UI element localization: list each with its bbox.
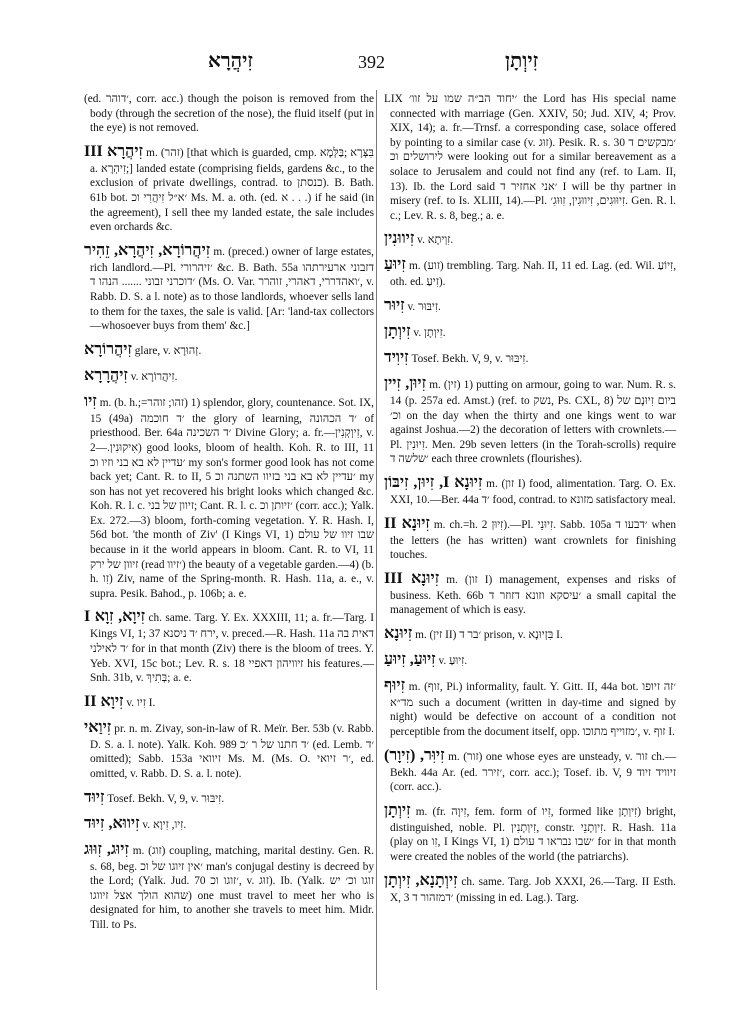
column-divider — [376, 90, 377, 990]
entry-definition: m. (זוג) coupling, matching, marital destiny. Gen. R. s. 68, beg. ׳אין זיוגו של וכ man's conjugal destiny is decreed by the Lord; (Yalk. Jud. 70 ׳זוגו וכ, v. זוּג). Ib. (Yalk. זוגו וכ׳ יש שהוא הולך אצל זיווגו) one must travel to meet her who is designated for him, to another she travels to meet him. Midr. Till. to Ps. — [90, 844, 375, 931]
entry-definition: pr. n. m. Zivay, son-in-law of R. Meïr. Ber. 53b (v. Rabb. D. S. a. l. note). Yalk. Koh. 989 ׳ד חתנו של ר ׳כ (ed. Lemb. ׳ד omitted); Sabb. 153a זיוואי Ms. M. (Ms. O. ׳ר זיואי, ed. omitted, v. Rabb. D. S. a. l. note). — [90, 722, 375, 780]
dictionary-entry — [384, 229, 676, 249]
entry-headword: זִיוְתָן — [384, 322, 411, 340]
entry-headword: זִיוּנָא III — [384, 569, 440, 587]
entry-definition: m. (זוף, Pi.) informality, fault. Y. Gitt. II, 44a bot. ׳זה זיופו מד״א such a document (written in day-time and signed by night) would be defective on account of a condition not perceptible from the document itself, opp. ׳מזוייף מתוכו, v. זוף I. — [390, 680, 676, 739]
dictionary-entry — [384, 801, 676, 865]
entry-definition: m. (זין II) ׳בר ד prison, v. בִּזְיוּנָא I. — [415, 628, 563, 641]
entry-definition: (ed. ׳דוהר, corr. acc.) though the poison is removed from the body (through the secretion of the nose), the fluid itself (put in the eye) is not removed. — [84, 93, 375, 135]
dictionary-entry — [384, 871, 676, 906]
entry-definition: v. זִיו I. — [126, 696, 156, 709]
dictionary-entry — [84, 92, 374, 136]
entry-definition: m. (b. h.;=זהו; זוהר) 1) splendor, glory, countenance. Sot. IX, 15 (49a) ׳ד חוכמה the glory of learning, ׳ד הכהונה of priesthood. Ber. 64a ׳ד השכינה Divine Glory; a. fr.—זִיוְקְנִין, v. אִיקוּנִין.—2) good looks, bloom of health. Koh. R. to III, 11 ׳עדיין לא בא בני וזיו וכ my son's former good look has not come back yet; Cant. R. to II, 5 ׳עדיין לא בא בני בזיוו השתנה וכ my son has not yet recovered his bright looks which changed &c. Koh. R. l. c. זיוון של בני; Cant. R. l. c. ׳זיותן וכ (corr. acc.); Yalk. Ex. 272.—3) bloom, forth-coming vegetation. Y. R. Hash. I, 56d bot. 'the month of Ziv' (I Kings VI, 1) שבו זיוו של עולם because in it the world appears in bloom. Cant. R. to VI, 11 זיוון של ירק (read ׳זיוו) the beauty of a vegetable garden.—4) (b. h. זִו) Ziv, name of the Spring-month. R. Hash. 11a, a. e., v. supra. Pesik. Bahod., p. 106b; a. e. — [90, 396, 375, 600]
entry-headword: זִיוּנָא — [384, 624, 413, 642]
entry-definition: LIX ׳יחוד הב״ה שמו על זוו׳ the Lord has His special name connected with marriage (Gen. XXIV, 50; Jud. XIV, 4; Prov. XIX, 14); a. fr.—Trnsf. a corresponding case, solace offered by pointing to a similar case (v. זוּג). Pesik. R. s. 30 ׳מבקשים ד לירושלים וכ were looking out for a similar bereavement as a solace to Jerusalem and could not find any (ref. to Lam. II, 13). Ib. the Lord said ׳אני אחזיר ד I will be thy partner in misery (ref. to Is. XLIII, 14).—Pl. זִיוּוּגִים, זִיווּגִין, זִוּוּגִ׳. Gen. R. l. c.; Lev. R. s. 8, beg.; a. e. — [384, 93, 677, 222]
entry-definition: Tosef. Bekh. V, 9, v. זִיבּוּר. — [411, 352, 529, 365]
left-column — [84, 92, 374, 939]
right-column — [384, 92, 676, 911]
dictionary-entry — [384, 473, 676, 508]
dictionary-entry — [84, 692, 374, 712]
entry-headword: זִיוָא II — [84, 692, 124, 710]
page-number: 392 — [358, 52, 385, 72]
entry-definition: m. (preced.) owner of large estates, rich landlord.—Pl. ׳זיהרורי &c. B. Bath. 55a דזבוני ארעירתהו ׳דוכרני זבוני ....... הנהו ד (Ms. O. Var. ׳ואהדררי, דאהרי, זוהרר, v. Rabb. D. S. a l. note) as to those landlords, whoever sells land to them for the taxes, the sale is valid. [Ar: 'land-tax collectors—whosoever buys from them' &c.] — [90, 245, 374, 333]
entry-headword: זִיוַאי — [84, 718, 112, 736]
dictionary-entry — [384, 296, 676, 316]
entry-definition: v. זִיוְתָן. — [413, 326, 446, 339]
entry-definition: m. (זין) 1) putting on armour, going to war. Num. R. s. 14 (p. 257a ed. Amst.) (ref. to נשק, Ps. CXL, 8) ביום זִיוּנָם של וכ׳ on the day when the thirty and one kings went to war against Joshua.—2) the decoration of letters with crownlets.—Pl. זִיוּנִין. Men. 29b seven letters (in the Torah-scrolls) require ׳שלשה ד each three crownlets (flourishes). — [390, 378, 677, 466]
dictionary-entry — [84, 788, 374, 808]
entry-headword: זִיהֲרוֹרָא — [84, 340, 132, 358]
entry-definition: v. זִוְיתָא. — [417, 234, 454, 247]
entry-headword: זִיהֲרָא III — [84, 142, 143, 160]
page-header — [0, 50, 750, 80]
dictionary-entry — [384, 676, 676, 740]
entry-definition: m. (זהר) [that which is guarded, cmp. בִּצְּרָא ;בַּלְּמָא a. זִיהְרָא;] landed estate (comprising fields, gardens &c., to the exclusion of private dwellings, contrad. to כנסתן). B. Bath. 61b bot. ׳א״ל זִיהֲרִי וכ Ms. M. a. oth. (ed. א . . .) if he said (in the agreement), I sell thee my landed estate, the sale includes even orchards &c. — [90, 146, 374, 234]
right-running-headword: זִיוְתָן — [505, 50, 539, 72]
entry-definition: m. (זון I) food, alimentation. Targ. O. Ex. XXI, 10.—Ber. 44a ׳ד food, contrad. to מזונא satisfactory meal. — [390, 477, 677, 506]
dictionary-entry — [384, 255, 676, 290]
entry-headword: זִיוָא, זִוָא I — [84, 608, 146, 626]
entry-definition: ch. same. Targ. Y. Ex. XXXIII, 11; a. fr.—Targ. I Kings VI, 1; 37 ירח ׳ד ניסנא, v. preced.—R. Hash. 11a דאית בה ׳ד לאילני for in that month (Ziv) there is the bloom of trees. Y. Yeb. XVI, 15c bot.; Lev. R. s. 18 זיוויהון דאפיי his features.—Snh. 31b, v. בְּתִיךְ; a. e. — [90, 612, 374, 685]
entry-headword: זִיווּנִין — [384, 230, 415, 248]
entry-headword: זִיוִיד — [384, 348, 409, 366]
dictionary-entry — [384, 624, 676, 644]
dictionary-entry — [84, 340, 374, 360]
left-running-headword: זִיהֲרָא — [208, 50, 253, 72]
entry-headword: זִיוְתָנָא, זִיוְתָן — [384, 871, 458, 889]
entry-definition: v. זִיבּוּר. — [407, 300, 441, 313]
dictionary-entry — [84, 366, 374, 386]
entry-headword: זִיהֲרוֹרָא, זִיהֲרָא, זֵהִיר — [84, 241, 211, 259]
dictionary-entry — [84, 392, 374, 602]
entry-headword: זִיוּעַ — [384, 256, 406, 274]
entry-headword: זִיוּד — [84, 788, 105, 806]
entry-definition: m. (זור) one whose eyes are unsteady, v. זור ch.—Bekh. 44a Ar. (ed. ׳זירר, corr. acc.); Tosef. ib. V, 9 זיוויד זיוד (corr. acc.). — [390, 750, 676, 794]
entry-headword: זִיוּף — [384, 676, 406, 694]
entry-headword: זִיוּן, זִיין — [384, 374, 427, 392]
entry-definition: ch. same. Targ. Job XXXI, 26.—Targ. II Esth. X, 3 ׳דמזהור ד (missing in ed. Lag.). Targ. — [390, 875, 676, 904]
dictionary-entry — [84, 142, 374, 235]
entry-headword: זִיהֲרָרָא — [84, 366, 128, 384]
entry-headword: זִיוְתָן — [384, 801, 411, 819]
dictionary-entry — [84, 241, 374, 334]
entry-definition: glare, v. זְהוּרָא. — [134, 344, 202, 357]
dictionary-entry — [384, 92, 676, 223]
dictionary-entry — [84, 840, 374, 933]
entry-headword: זִיו — [84, 392, 97, 410]
entry-headword: זִיוּנָא I, זִיוּן, זִיבּוֹן — [384, 473, 483, 491]
dictionary-entry — [384, 514, 676, 563]
entry-definition: v. זִיו, זִיוָא. — [142, 818, 187, 831]
dictionary-entry — [384, 374, 676, 467]
entry-definition: m. (fr. זִיוָה, fem. form of זִיו, formed like זִיוְתָן) bright, distinguished, noble. Pl. זִיוְתָנִין, constr. זִיוְתָנֵי. R. Hash. 11a (play on זִו, I Kings VI, 1) ׳שבו נבראו ד עולם for in that month were created the nobles of the world (the patriarchs). — [390, 805, 677, 864]
entry-definition: m. (זוע) trembling. Targ. Nah. II, 11 ed. Lag. (ed. Wil. זִיוֹעַ, oth. ed. זִיעַ). — [390, 260, 677, 289]
dictionary-entry — [384, 746, 676, 795]
entry-headword: זִיוּר — [384, 296, 405, 314]
dictionary-entry — [84, 718, 374, 782]
dictionary-entry — [384, 569, 676, 618]
entry-definition: Tosef. Bekh. V, 9, v. זִיבּוּר. — [107, 792, 225, 805]
entry-definition: m. ch.=h. זִיוּן 2).—Pl. זִיוּנֵי. Sabb. 105a ׳דבעו ד when the letters (he has written) want crownlets for finishing touches. — [390, 518, 676, 562]
entry-headword: זִיוּנָא II — [384, 514, 430, 532]
entry-headword: זִיוִּר, (זִיוָר) — [384, 746, 445, 764]
entry-headword: זִיוּעַ, זִיוּעַ — [384, 650, 436, 668]
entry-definition: m. (זון I) management, expenses and risks of business. Keth. 66b ׳עיסקא וזונא דזוזר ד a small capital the management of which is easy. — [390, 573, 676, 617]
entry-definition: v. זִיוּעַ. — [438, 654, 468, 667]
entry-headword: זִיווּא, זִיוּד — [84, 814, 140, 832]
dictionary-entry — [384, 650, 676, 670]
entry-headword: זִיוּג, זִוּוּג — [84, 840, 129, 858]
dictionary-entry — [84, 814, 374, 834]
dictionary-entry — [384, 348, 676, 368]
entry-definition: v. זִיהֲרוֹרָא. — [130, 370, 178, 383]
dictionary-entry — [84, 607, 374, 685]
dictionary-entry — [384, 322, 676, 342]
